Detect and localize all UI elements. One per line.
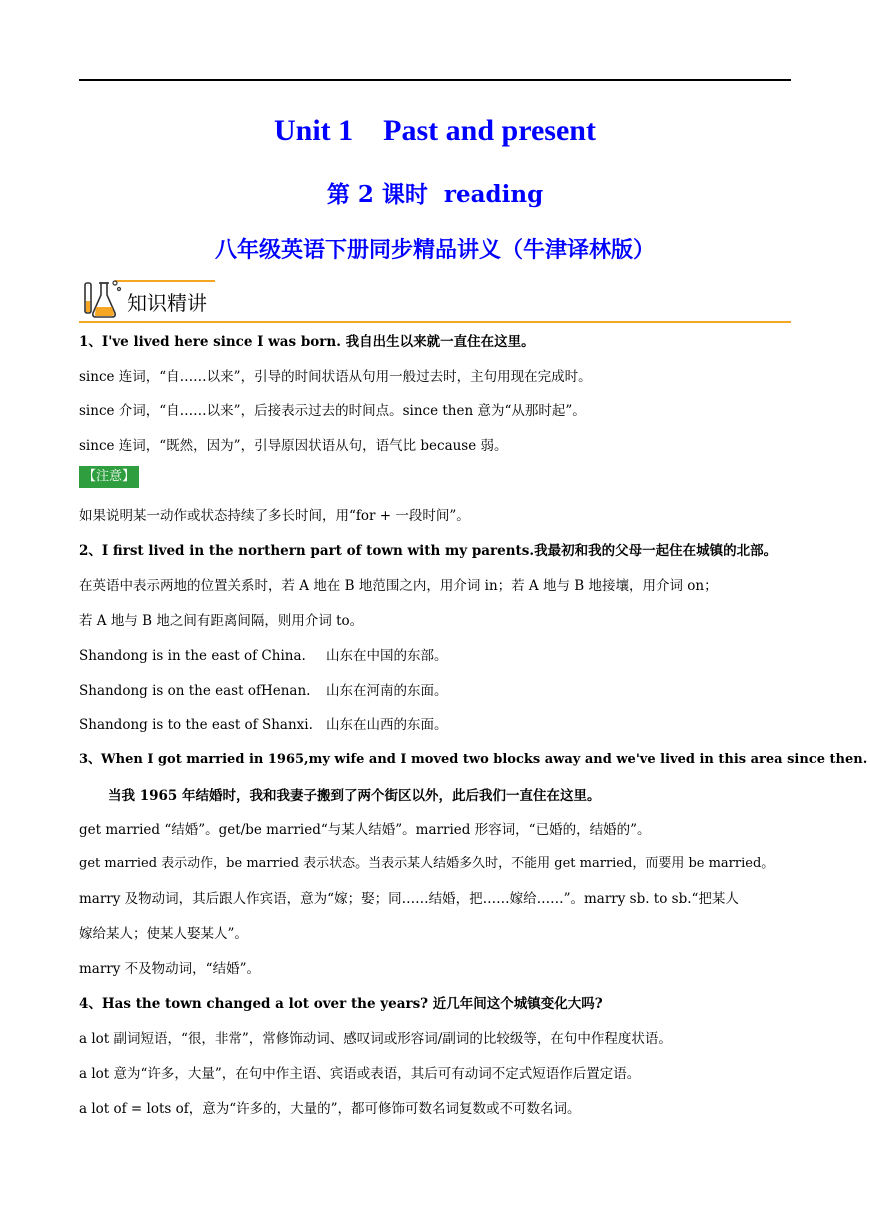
top-rule [79,79,791,81]
page-title: Unit 1 Past and present [274,114,596,147]
text-line: get married “结婚”。get/be married“与某人结婚”。married 形容词，“已婚的，结婚的”。 [79,822,651,838]
point-1-heading: 1、I've lived here since I was born. 我自出生以来就一直住在这里。 [79,334,535,350]
example-chinese: 山东在山西的东面。 [326,717,448,733]
text-line: a lot 意为“许多，大量”，在句中作主语、宾语或表语，其后可有动词不定式短语作后置定语。 [79,1066,641,1082]
lesson-subtitle: 第 2 课时 reading [326,181,544,208]
section-rule-bottom [79,321,791,323]
text-line: get married 表示动作，be married 表示状态。当表示某人结婚多久时，不能用 get married，而要用 be married。 [79,856,775,871]
section-header [79,277,791,325]
point-3-heading: 3、When I got married in 1965,my wife and I moved two blocks away and we've lived in this area since then. [79,752,868,767]
section-label: 知识精讲 [127,291,207,315]
text-line: a lot of = lots of，意为“许多的，大量的”，都可修饰可数名词复数或不可数名词。 [79,1101,581,1117]
point-4-heading: 4、Has the town changed a lot over the years? 近几年间这个城镇变化大吗? [79,996,603,1012]
example-chinese: 山东在中国的东部。 [326,648,448,664]
series-title: 八年级英语下册同步精品讲义（牛津译林版） [214,237,655,263]
point-3-translation: 当我 1965 年结婚时，我和我妻子搬到了两个街区以外，此后我们一直住在这里。 [108,788,601,804]
text-line: marry 不及物动词，“结婚”。 [79,961,260,977]
text-line: 若 A 地与 B 地之间有距离间隔，则用介词 to。 [79,613,364,629]
section-rule-top [115,280,215,282]
text-line: since 连词，“既然，因为”，引导原因状语从句，语气比 because 弱。 [79,438,508,454]
text-line: 如果说明某一动作或状态持续了多长时间，用“for + 一段时间”。 [79,508,470,524]
note-tag: 【注意】 [79,466,139,488]
example-english: Shandong is in the east of China. [79,648,306,664]
text-line: a lot 副词短语，“很，非常”，常修饰动词、感叹词或形容词/副词的比较级等，在句中作程度状语。 [79,1031,672,1047]
text-line: since 介词，“自……以来”，后接表示过去的时间点。since then 意为“从那时起”。 [79,403,586,419]
text-line: 嫁给某人；使某人娶某人”。 [79,926,248,942]
text-line: since 连词，“自……以来”，引导的时间状语从句用一般过去时，主句用现在完成时。 [79,369,592,385]
example-chinese: 山东在河南的东面。 [326,683,448,699]
chemistry-flask-icon [79,277,125,321]
text-line: marry 及物动词，其后跟人作宾语，意为“嫁；娶；同……结婚，把……嫁给……”。marry sb. to sb.“把某人 [79,891,739,907]
example-english: Shandong is to the east of Shanxi. [79,717,313,733]
point-2-heading: 2、I first lived in the northern part of town with my parents.我最初和我的父母一起住在城镇的北部。 [79,543,778,559]
text-line: 在英语中表示两地的位置关系时，若 A 地在 B 地范围之内，用介词 in；若 A 地与 B 地接壤，用介词 on； [79,578,718,594]
example-english: Shandong is on the east ofHenan. [79,683,311,699]
